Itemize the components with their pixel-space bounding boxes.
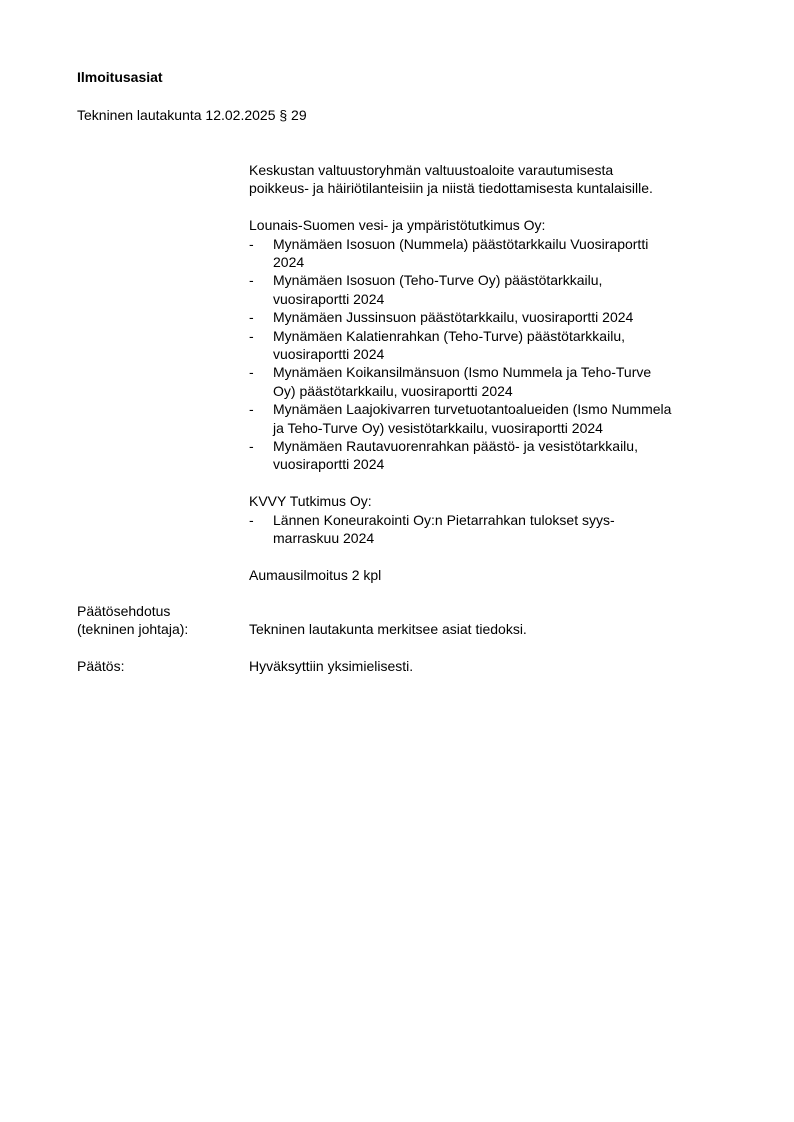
notice-line: Aumausilmoitus 2 kpl (249, 566, 382, 583)
proposal-label-line-1: Päätösehdotus (77, 603, 171, 619)
list-dash: - (249, 272, 254, 289)
group-kvvy (249, 492, 749, 547)
proposal-text: Tekninen lautakunta merkitsee asiat tiedoksi. (249, 621, 527, 637)
list-dash: - (249, 327, 254, 344)
list-item: - Mynämäen Isosuon (Teho-Turve Oy) päästötarkkailu, vuosiraportti 2024 (249, 272, 603, 307)
list-dash: - (249, 511, 254, 528)
proposal-label-line-2: (tekninen johtaja): (77, 621, 189, 638)
report-list (249, 235, 749, 474)
group-title: Lounais-Suomen vesi- ja ympäristötutkimus Oy: (249, 217, 546, 234)
list-dash: - (249, 401, 254, 418)
announcements-body (249, 161, 749, 584)
group-lounais-suomen (249, 216, 749, 474)
intro-line-1: Keskustan valtuustoryhmän valtuustoaloite varautumisesta (249, 162, 614, 178)
list-item: - Mynämäen Isosuon (Nummela) päästötarkkailu Vuosiraportti 2024 (249, 235, 649, 271)
list-dash: - (249, 364, 254, 381)
list-dash: - (249, 309, 254, 326)
meeting-reference: Tekninen lautakunta 12.02.2025 § 29 (77, 107, 307, 123)
list-item: - Mynämäen Jussinsuon päästötarkkailu, vuosiraportti 2024 (249, 309, 634, 326)
document-heading: Ilmoitusasiat (77, 69, 163, 85)
list-dash: - (249, 235, 254, 252)
proposal-label (77, 602, 188, 639)
list-item: - Mynämäen Rautavuorenrahkan päästö- ja vesistötarkkailu, vuosiraportti 2024 (249, 438, 638, 473)
list-item: - Lännen Koneurakointi Oy:n Pietarrahkan tulokset syys- marraskuu 2024 (249, 511, 615, 547)
intro-paragraph (249, 161, 749, 198)
list-item: - Mynämäen Kalatienrahkan (Teho-Turve) päästötarkkailu, vuosiraportti 2024 (249, 327, 625, 363)
group-title: KVVY Tutkimus Oy: (249, 493, 372, 510)
decision-text: Hyväksyttiin yksimielisesti. (249, 658, 414, 674)
list-dash: - (249, 438, 254, 455)
list-item: - Mynämäen Laajokivarren turvetuotantoalueiden (Ismo Nummela ja Teho-Turve Oy) vesistötarkkailu, vuosiraportti 2024 (249, 401, 672, 436)
decision-label: Päätös: (77, 658, 125, 674)
intro-line-2: poikkeus- ja häiriötilanteisiin ja niistä tiedottamisesta kuntalaisille. (249, 180, 653, 197)
list-item: - Mynämäen Koikansilmänsuon (Ismo Nummela ja Teho-Turve Oy) päästötarkkailu, vuosiraportti 2024 (249, 364, 652, 399)
report-list (249, 511, 749, 548)
